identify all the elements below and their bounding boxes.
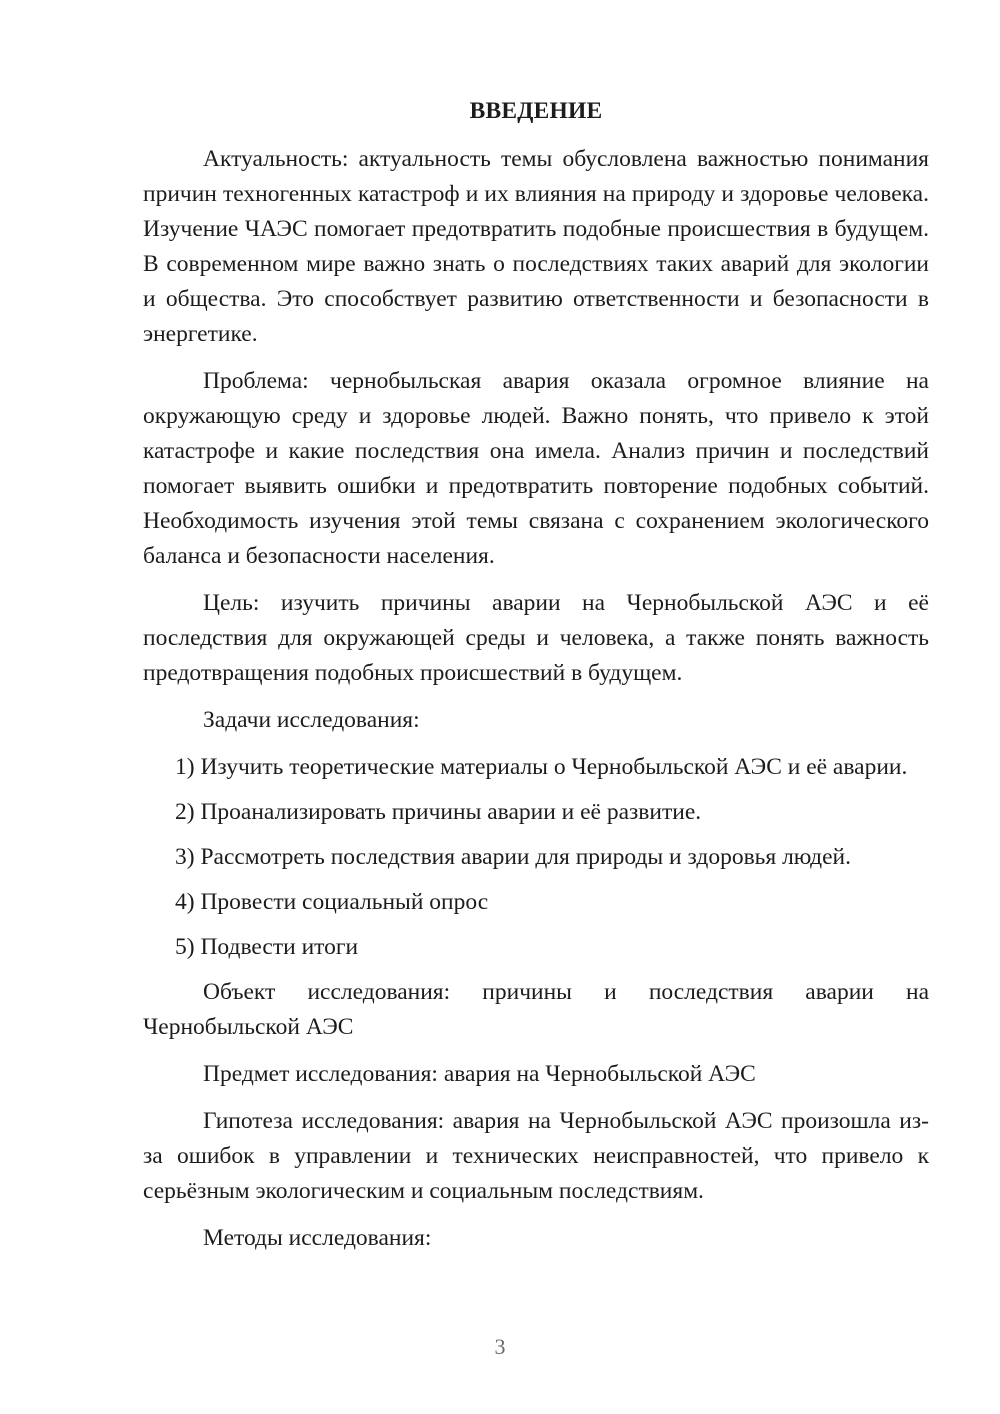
task-item-2: 2) Проанализировать причины аварии и её развитие. (175, 799, 702, 825)
page-number: 3 (494, 1334, 506, 1359)
task-item-5: 5) Подвести итоги (175, 934, 359, 960)
paragraph-hypothesis: Гипотеза исследования: авария на Чернобыльской АЭС произошла из-за ошибок в управлении и технических неисправностей, что привело к серьёзным экологическим и социальным последствиям. (143, 1108, 929, 1204)
paragraph-problem: Проблема: чернобыльская авария оказала огромное влияние на окружающую среду и здоровье людей. Важно понять, что привело к этой катастрофе и какие последствия она имела. Анализ причин и последствий помогает выявить ошибки и предотвратить повторение подобных событий. Необходимость изучения этой темы связана с сохранением экологического баланса и безопасности населения. (143, 368, 929, 569)
task-item-3: 3) Рассмотреть последствия аварии для природы и здоровья людей. (175, 844, 852, 870)
section-title: ВВЕДЕНИЕ (469, 98, 603, 124)
task-item-4: 4) Провести социальный опрос (175, 889, 489, 915)
paragraph-methods-heading: Методы исследования: (203, 1225, 432, 1251)
document-page (143, 94, 929, 1268)
paragraph-goal: Цель: изучить причины аварии на Чернобыльской АЭС и её последствия для окружающей среды и человека, а также понять важность предотвращения подобных происшествий в будущем. (143, 590, 929, 686)
paragraph-object: Объект исследования: причины и последствия аварии на Чернобыльской АЭС (143, 979, 929, 1040)
paragraph-subject: Предмет исследования: авария на Чернобыльской АЭС (203, 1061, 756, 1087)
task-item-1: 1) Изучить теоретические материалы о Чернобыльской АЭС и её аварии. (175, 754, 908, 780)
paragraph-tasks-heading: Задачи исследования: (203, 707, 420, 733)
paragraph-relevance: Актуальность: актуальность темы обусловлена важностью понимания причин техногенных катастроф и их влияния на природу и здоровье человека. Изучение ЧАЭС помогает предотвратить подобные происшествия в будущем. В современном мире важно знать о последствиях таких аварий для экологии и общества. Это способствует развитию ответственности и безопасности в энергетике. (143, 146, 929, 347)
